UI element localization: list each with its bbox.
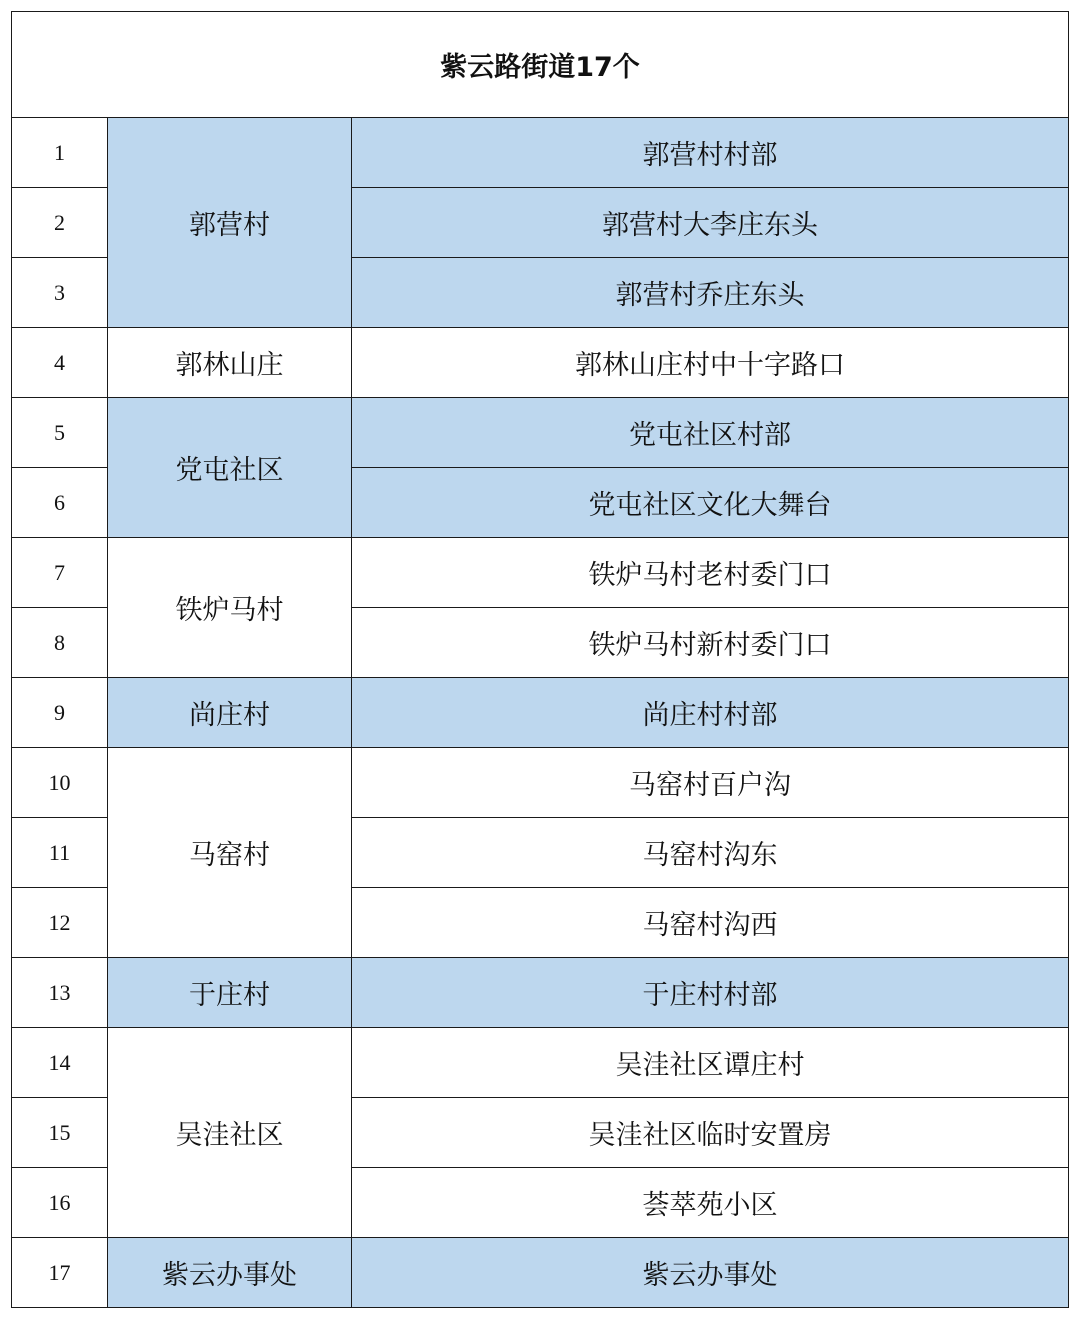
- location-name: 党屯社区文化大舞台: [352, 468, 1069, 538]
- area-name: 党屯社区: [108, 398, 352, 538]
- area-name: 郭营村: [108, 118, 352, 328]
- row-number: 14: [12, 1028, 108, 1098]
- row-number: 2: [12, 188, 108, 258]
- row-number: 9: [12, 678, 108, 748]
- area-name: 尚庄村: [108, 678, 352, 748]
- site-table: [11, 11, 1069, 1308]
- area-name: 郭林山庄: [108, 328, 352, 398]
- area-name: 马窑村: [108, 748, 352, 958]
- row-number: 4: [12, 328, 108, 398]
- location-name: 荟萃苑小区: [352, 1168, 1069, 1238]
- location-name: 马窑村百户沟: [352, 748, 1069, 818]
- table-row: [12, 1028, 1069, 1098]
- location-name: 铁炉马村新村委门口: [352, 608, 1069, 678]
- location-name: 郭林山庄村中十字路口: [352, 328, 1069, 398]
- row-number: 7: [12, 538, 108, 608]
- table-row: [12, 958, 1069, 1028]
- location-name: 马窑村沟西: [352, 888, 1069, 958]
- title-row: [12, 12, 1069, 118]
- location-name: 吴洼社区谭庄村: [352, 1028, 1069, 1098]
- row-number: 3: [12, 258, 108, 328]
- row-number: 17: [12, 1238, 108, 1308]
- table-row: [12, 538, 1069, 608]
- location-name: 马窑村沟东: [352, 818, 1069, 888]
- row-number: 5: [12, 398, 108, 468]
- row-number: 11: [12, 818, 108, 888]
- table-row: [12, 398, 1069, 468]
- table-row: [12, 678, 1069, 748]
- row-number: 12: [12, 888, 108, 958]
- location-name: 吴洼社区临时安置房: [352, 1098, 1069, 1168]
- row-number: 10: [12, 748, 108, 818]
- area-name: 紫云办事处: [108, 1238, 352, 1308]
- table-row: [12, 118, 1069, 188]
- location-name: 紫云办事处: [352, 1238, 1069, 1308]
- location-name: 郭营村大李庄东头: [352, 188, 1069, 258]
- location-name: 铁炉马村老村委门口: [352, 538, 1069, 608]
- row-number: 1: [12, 118, 108, 188]
- table-row: [12, 328, 1069, 398]
- location-name: 党屯社区村部: [352, 398, 1069, 468]
- area-name: 铁炉马村: [108, 538, 352, 678]
- row-number: 8: [12, 608, 108, 678]
- location-name: 于庄村村部: [352, 958, 1069, 1028]
- row-number: 16: [12, 1168, 108, 1238]
- location-name: 郭营村乔庄东头: [352, 258, 1069, 328]
- location-name: 尚庄村村部: [352, 678, 1069, 748]
- area-name: 吴洼社区: [108, 1028, 352, 1238]
- location-name: 郭营村村部: [352, 118, 1069, 188]
- row-number: 15: [12, 1098, 108, 1168]
- row-number: 13: [12, 958, 108, 1028]
- table-row: [12, 1238, 1069, 1308]
- table-title: 紫云路街道17个: [12, 12, 1069, 118]
- area-name: 于庄村: [108, 958, 352, 1028]
- table-row: [12, 748, 1069, 818]
- row-number: 6: [12, 468, 108, 538]
